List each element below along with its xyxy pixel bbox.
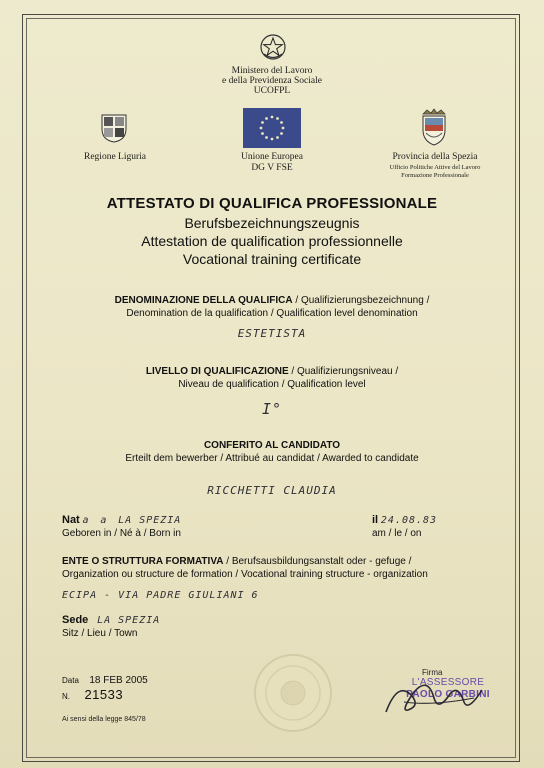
issue-date-label: Data — [62, 676, 79, 685]
law-note: Ai sensi della legge 845/78 — [62, 716, 146, 723]
eu-flag-icon — [243, 108, 301, 148]
cert-number-value: 21533 — [84, 687, 124, 702]
issue-date-value: 18 FEB 2005 — [89, 675, 148, 686]
regione-liguria-logo-icon — [100, 113, 128, 143]
title-en: Vocational training certificate — [182, 251, 362, 267]
region-label: Regione Liguria — [84, 152, 146, 162]
birth-date-label: il — [372, 514, 379, 526]
birth-place-fill-b: a — [100, 515, 108, 526]
denomination-value: ESTETISTA — [237, 327, 307, 340]
stamp-line2: PAOLO GARBINI — [406, 689, 490, 700]
title-fr: Attestation de qualification professionnelle — [141, 233, 403, 249]
level-label-bold: LIVELLO DI QUALIFICAZIONE — [145, 366, 289, 377]
level-label-block — [40, 365, 504, 391]
ministry-block — [182, 66, 362, 96]
seat-value: LA SPEZIA — [97, 615, 161, 626]
ministry-line2: e della Previdenza Sociale — [222, 76, 322, 86]
province-sub-block — [370, 164, 500, 179]
candidate-label-block — [40, 439, 504, 465]
ministry-line1: Ministero del Lavoro — [231, 66, 313, 76]
birth-place-line — [62, 514, 181, 526]
birth-date-value: 24.08.83 — [380, 515, 438, 526]
birth-place-fill-a: a — [82, 515, 90, 526]
eu-block — [212, 152, 332, 174]
handwritten-signature-icon — [378, 672, 488, 722]
structure-label-rest: / Berufsausbildungsanstalt oder - gefuge / — [223, 556, 412, 567]
denomination-label-bold: DENOMINAZIONE DELLA QUALIFICA — [114, 295, 293, 306]
birth-date-translations: am / le / on — [372, 528, 422, 539]
seat-translations: Sitz / Lieu / Town — [62, 628, 138, 639]
signature-label: Firma — [422, 668, 443, 677]
cert-number-line — [62, 686, 123, 704]
provincia-spezia-crest-icon — [418, 108, 450, 146]
structure-label-bold: ENTE O STRUTTURA FORMATIVA — [62, 556, 224, 567]
structure-label-block — [62, 555, 428, 581]
eu-line1: Unione Europea — [241, 152, 303, 162]
denomination-label-rest: / Qualifizierungsbezeichnung / — [292, 295, 430, 306]
eu-line2: DG V FSE — [251, 163, 293, 173]
structure-label-line2: Organization ou structure de formation / Vocational training structure - organization — [62, 569, 428, 580]
denomination-label-line2: Denomination de la qualification / Qualification level denomination — [126, 308, 418, 319]
province-sub2: Formazione Professionale — [401, 171, 469, 179]
birth-place-value: LA SPEZIA — [118, 515, 182, 526]
level-value: I° — [261, 400, 283, 418]
level-label-rest: / Qualifizierungsniveau / — [288, 366, 399, 377]
candidate-label-line2: Erteilt dem bewerber / Attribué au candidat / Awarded to candidate — [125, 453, 419, 464]
stamp-line1: L'ASSESSORE — [411, 677, 485, 688]
denomination-label-block — [40, 294, 504, 320]
structure-value: ECIPA - VIA PADRE GIULIANI 6 — [62, 590, 259, 601]
birth-place-translations: Geboren in / Né à / Born in — [62, 528, 181, 539]
title-it: ATTESTATO DI QUALIFICA PROFESSIONALE — [106, 195, 438, 212]
cert-number-label: N. — [62, 692, 70, 701]
candidate-value: RICCHETTI CLAUDIA — [207, 484, 337, 497]
embossed-seal-icon — [252, 652, 334, 734]
title-block — [40, 194, 504, 268]
level-label-line2: Niveau de qualification / Qualification level — [178, 379, 366, 390]
candidate-label-bold: CONFERITO AL CANDIDATO — [203, 440, 341, 451]
italian-emblem-icon — [258, 32, 288, 62]
province-label: Provincia della Spezia — [392, 152, 478, 162]
birth-date-line — [372, 514, 437, 526]
seat-line — [62, 614, 160, 626]
province-sub1: Ufficio Politiche Attive del Lavoro — [389, 164, 481, 171]
title-de: Berufsbezeichnungszeugnis — [184, 215, 360, 231]
birth-place-label: Nat — [62, 514, 80, 526]
ministry-line3: UCOFPL — [253, 86, 291, 96]
seat-label: Sede — [62, 614, 89, 626]
